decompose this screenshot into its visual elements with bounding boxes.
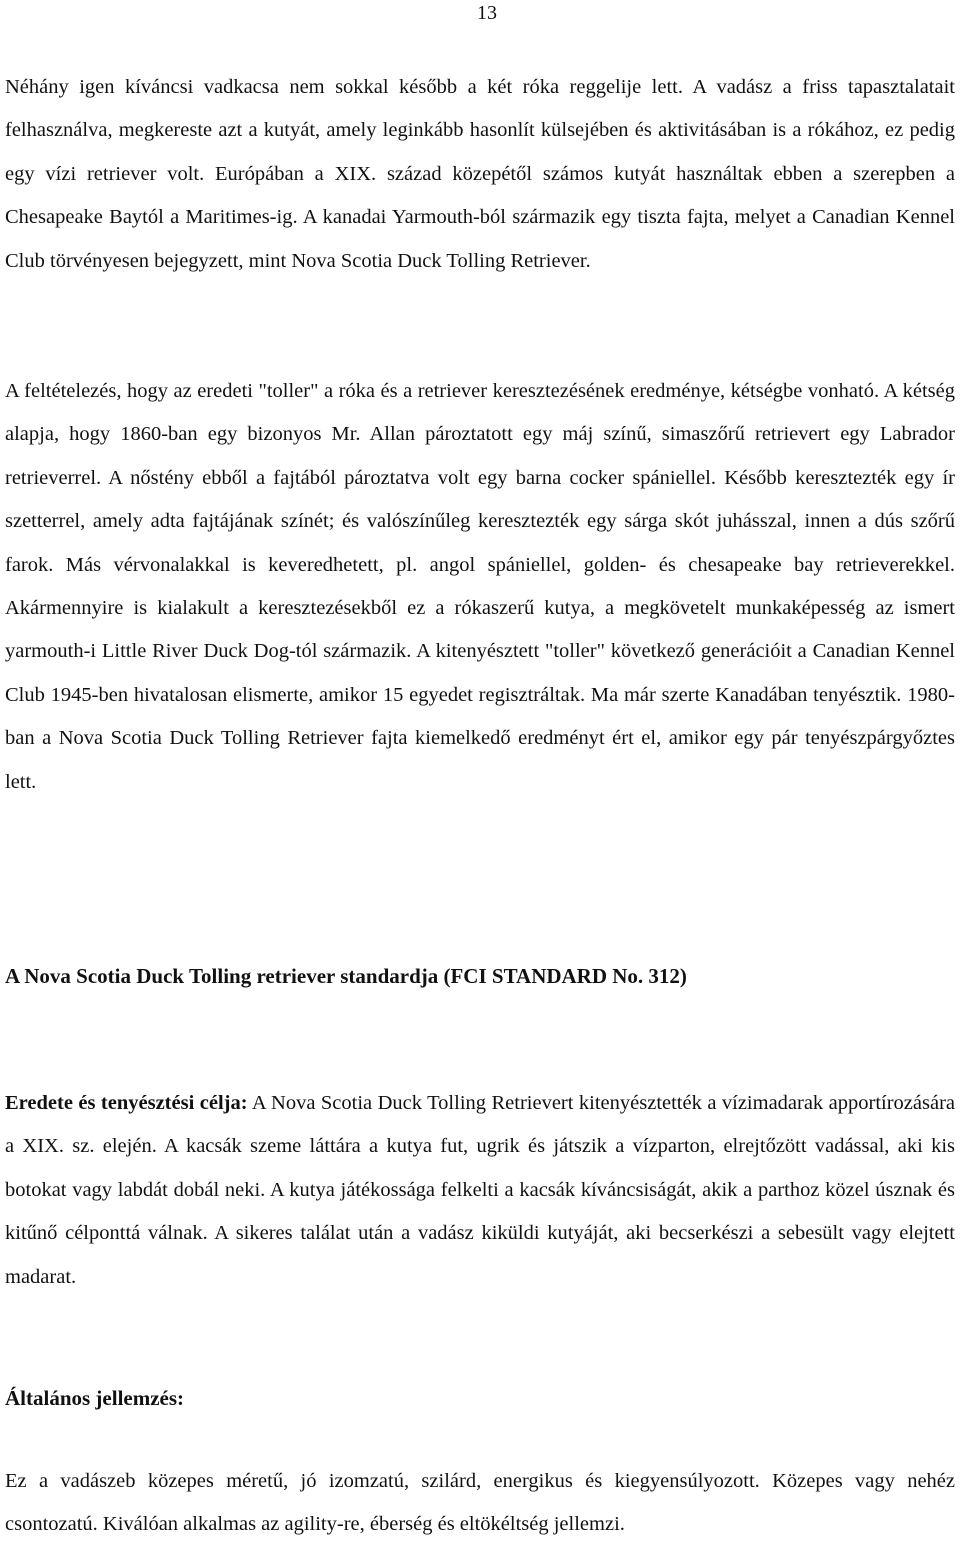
section-heading-standard: A Nova Scotia Duck Tolling retriever standardja (FCI STANDARD No. 312) — [5, 964, 687, 988]
paragraph-origin-theory: A feltételezés, hogy az eredeti "toller" a róka és a retriever keresztezésének eredménye, kétségbe vonható. A kétség alapja, hogy 1860-ban egy bizonyos Mr. Allan pároztatott egy máj színű, simaszőrű retrievert egy Labrador retrieverrel. A nőstény ebből a fajtából pároztatva volt egy barna cocker spániellel. Később keresztezték egy ír szetterrel, amely adta fajtájának színét; és valószínűleg keresztezték egy sárga skót juhásszal, innen a dús szőrű farok. Más vérvonalakkal is keveredhetett, pl. angol spániellel, golden- és chesapeake bay retrieverekkel. Akármennyire is kialakult a keresztezésekből ez a rókaszerű kutya, a megkövetelt munkaképesség az ismert yarmouth-i Little River Duck Dog-tól származik. A kitenyésztett "toller" következő generációit a Canadian Kennel Club 1945-ben hivatalosan elismerte, amikor 15 egyedet regisztráltak. Ma már szerte Kanadában tenyésztik. 1980-ban a Nova Scotia Duck Tolling Retriever fajta kiemelkedő eredményt ért el, amikor egy pár tenyészpárgyőztes lett. — [5, 380, 955, 793]
section-heading-general: Általános jellemzés: — [5, 1386, 185, 1410]
origin-text: A Nova Scotia Duck Tolling Retrievert kitenyésztették a vízimadarak apportírozására a XIX. sz. elején. A kacsák szeme láttára a kutya fut, ugrik és játszik a vízparton, elrejtőzött vadással, aki kis botokat vagy labdát dobál neki. A kutya játékossága felkelti a kacsák kíváncsiságát, akik a parthoz közel úsznak és kitűnő célponttá válnak. A sikeres találat után a vadász kiküldi kutyáját, aki becserkészi a sebesült vagy elejtett madarat. — [5, 1092, 955, 1288]
page-number: 13 — [477, 2, 497, 24]
paragraph-history: Néhány igen kíváncsi vadkacsa nem sokkal később a két róka reggelije lett. A vadász a friss tapasztalatait felhasználva, megkereste azt a kutyát, amely leginkább hasonlít külsejében és aktivitásában is a rókához, ez pedig egy vízi retriever volt. Európában a XIX. század közepétől számos kutyát használtak ebben a szerepben a Chesapeake Baytól a Maritimes-ig. A kanadai Yarmouth-ból származik egy tiszta fajta, melyet a Canadian Kennel Club törvényesen bejegyzett, mint Nova Scotia Duck Tolling Retriever. — [5, 76, 955, 272]
paragraph-origin-purpose — [5, 1082, 955, 1299]
paragraph-general-description: Ez a vadászeb közepes méretű, jó izomzatú, szilárd, energikus és kiegyensúlyozott. Közepes vagy nehéz csontozatú. Kiválóan alkalmas az agility-re, éberség és eltökéltség jellemzi. — [5, 1470, 955, 1536]
origin-label: Eredete és tenyésztési célja: — [5, 1092, 248, 1114]
